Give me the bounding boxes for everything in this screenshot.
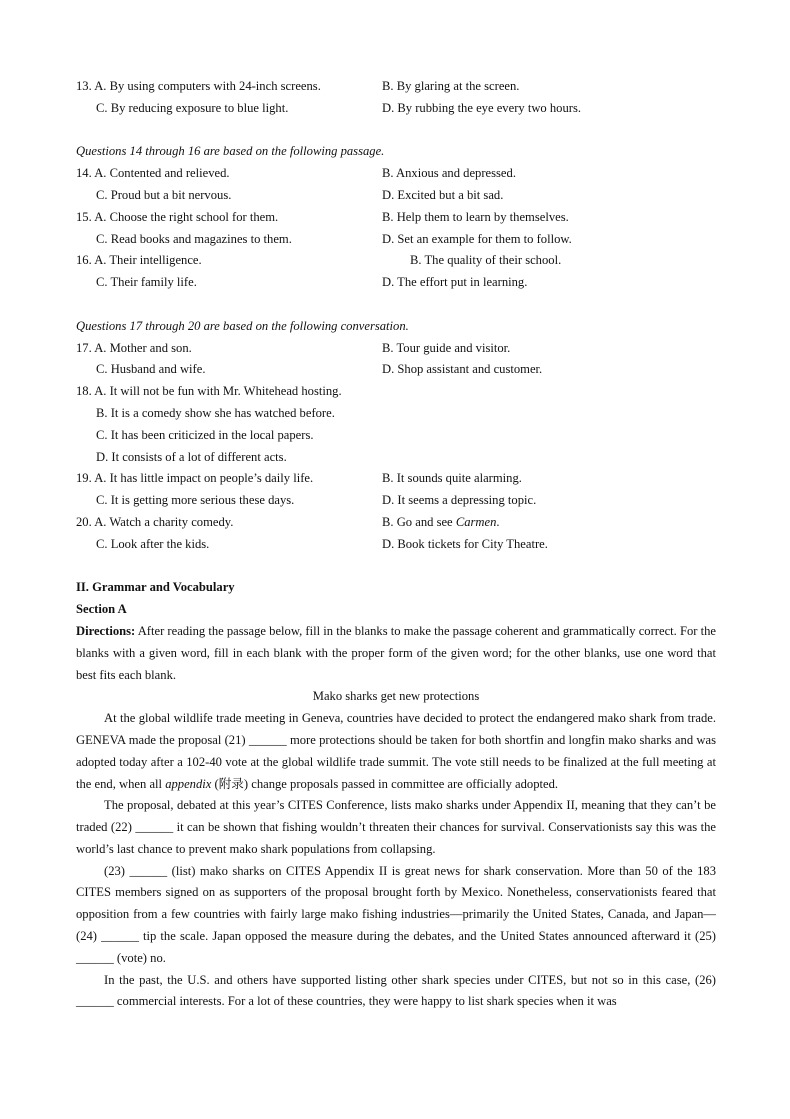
passage-paragraph-4: In the past, the U.S. and others have supported listing other shark species under CITES, but not so in this case, (26) ______ commercial interests. For a lot of these countries, they were happy to list shark species when it was [76,972,716,1009]
q15-option-a: 15. A. Choose the right school for them. [76,209,279,224]
directions-text: After reading the passage below, fill in the blanks to make the passage coherent and grammatically correct. For the blanks with a given word, fill in each blank with the proper form of the given word; for the other blanks, use one word that best fits each blank. [76,623,716,682]
question-18-option-c-row [76,425,716,447]
q18-option-d: D. It consists of a lot of different acts. [96,449,287,464]
q17-option-b: B. Tour guide and visitor. [382,340,511,355]
exam-page [76,76,716,1013]
question-14-row1 [76,163,716,185]
q18-option-a: 18. A. It will not be fun with Mr. Whitehead hosting. [76,384,342,399]
q15-option-d: D. Set an example for them to follow. [382,231,572,246]
question-15-row1 [76,207,716,229]
q13-option-c: C. By reducing exposure to blue light. [96,100,289,115]
question-17-row2 [76,359,716,381]
q20-option-c: C. Look after the kids. [96,536,210,551]
question-18-option-b-row [76,403,716,425]
section-heading: II. Grammar and Vocabulary [76,580,235,595]
q15-option-c: C. Read books and magazines to them. [96,231,292,246]
q13-option-b: B. By glaring at the screen. [382,79,520,93]
question-15-row2 [76,229,716,251]
q18-option-b: B. It is a comedy show she has watched before. [96,405,335,420]
p1-text-end: (附录) change proposals passed in committee are officially adopted. [211,776,559,791]
q20-option-d: D. Book tickets for City Theatre. [382,536,548,551]
q14-option-b: B. Anxious and depressed. [382,166,516,181]
q16-option-d: D. The effort put in learning. [382,275,528,290]
question-20-row1 [76,512,716,534]
q20-option-b-title: Carmen [455,514,497,529]
q16-option-b: B. The quality of their school. [410,253,562,268]
q13-option-a: 13. A. By using computers with 24-inch screens. [76,79,321,93]
question-14-row2 [76,185,716,207]
passage-title: Mako sharks get new protections [312,689,480,704]
question-19-row2 [76,490,716,512]
directions [76,621,716,686]
question-20-row2 [76,534,716,556]
q19-option-b: B. It sounds quite alarming. [382,471,522,486]
q17-option-a: 17. A. Mother and son. [76,340,192,355]
question-16-row1 [76,250,716,272]
q14-option-a: 14. A. Contented and relieved. [76,166,230,181]
q20-option-b-suffix: . [496,514,500,529]
p1-text-start: At the global wildlife trade meeting in Geneva, countries have decided to protect the endangered mako shark from trade. GENEVA made the proposal (21) ______ more protections should be taken for both shortfin and longfin mako sharks and was adopted today after a 102-40 vote at the global wildlife trade summit. The vote still needs to be finalized at the full meeting at the end, when all [76,711,716,791]
q19-option-c: C. It is getting more serious these days. [96,493,295,508]
q20-option-b [382,512,500,534]
q15-option-b: B. Help them to learn by themselves. [382,209,569,224]
intro-questions-14-16: Questions 14 through 16 are based on the following passage. [76,144,385,159]
q17-option-c: C. Husband and wife. [96,362,206,377]
section-subheading: Section A [76,602,127,617]
question-17-row1 [76,338,716,360]
q20-option-b-text: B. Go and see [382,514,456,529]
q20-option-a: 20. A. Watch a charity comedy. [76,514,234,529]
question-19-row1 [76,468,716,490]
question-18-option-d-row [76,447,716,469]
question-18-option-a-row [76,381,716,403]
passage-paragraph-3: (23) ______ (list) mako sharks on CITES Appendix II is great news for shark conservation. More than 50 of the 183 CITES members signed on as supporters of the proposal brought forth by Mexico. Nonetheless, conservationists feared that opposition from a few countries with fairly large mako fishing industries—primarily the United States, Canada, and Japan—(24) ______ tip the scale. Japan opposed the measure during the debates, and the United States announced afterward it (25) ______ (vote) no. [76,863,716,965]
question-16-row2 [76,272,716,294]
directions-label: Directions: [76,623,136,638]
intro-questions-17-20: Questions 17 through 20 are based on the following conversation. [76,318,409,333]
passage-paragraph-2: The proposal, debated at this year’s CITES Conference, lists mako sharks under Appendix II, meaning that they can’t be traded (22) ______ it can be shown that fishing wouldn’t threaten their chances for survival. Conservationists say this was the world’s last chance to prevent mako shark populations from collapsing. [76,798,716,856]
question-13-row2 [76,98,716,120]
q17-option-d: D. Shop assistant and customer. [382,362,543,377]
p1-italic-word: appendix [165,776,212,791]
passage-paragraph-1 [76,708,716,795]
q13-option-d: D. By rubbing the eye every two hours. [382,100,582,115]
q19-option-d: D. It seems a depressing topic. [382,493,537,508]
question-13-row1 [76,76,716,98]
q14-option-d: D. Excited but a bit sad. [382,187,504,202]
q14-option-c: C. Proud but a bit nervous. [96,187,232,202]
q19-option-a: 19. A. It has little impact on people’s daily life. [76,471,314,486]
q16-option-c: C. Their family life. [96,275,197,290]
q18-option-c: C. It has been criticized in the local papers. [96,427,314,442]
q16-option-a: 16. A. Their intelligence. [76,253,202,268]
